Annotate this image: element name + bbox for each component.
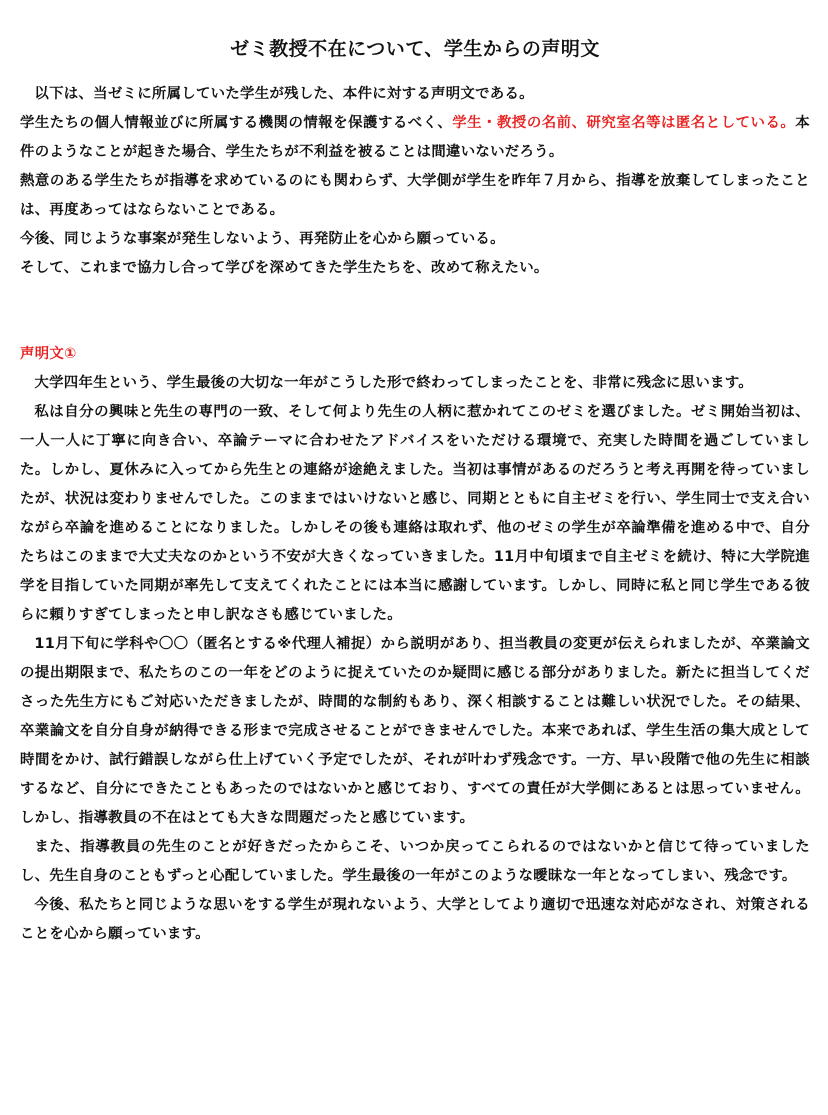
- statement-paragraph-4: また、指導教員の先生のことが好きだったからこそ、いつか戻ってこられるのではないかと信じて待っていましたし、先生自身のこともずっと心配していました。学生最後の一年がこのような曖昧な一年となってしまい、残念です。: [20, 839, 810, 884]
- page-title: ゼミ教授不在について、学生からの声明文: [230, 38, 600, 60]
- intro-line-5: そして、これまで協力し合って学びを深めてきた学生たちを、改めて称えたい。: [20, 260, 549, 276]
- intro-line-3: 熱意のある学生たちが指導を求めているのにも関わらず、大学側が学生を昨年７月から、指導を放棄してしまったことは、再度あってはならないことである。: [20, 173, 810, 218]
- anonymization-notice: 学生・教授の名前、研究室名等は匿名としている。: [452, 115, 796, 131]
- statement-paragraph-1: 大学四年生という、学生最後の大切な一年がこうした形で終わってしまったことを、非常に残念に思います。: [34, 375, 753, 391]
- intro-line-4: 今後、同じような事案が発生しないよう、再発防止を心から願っている。: [20, 231, 505, 247]
- statement-paragraph-2: 私は自分の興味と先生の専門の一致、そして何より先生の人柄に惹かれてこのゼミを選びました。ゼミ開始当初は、一人一人に丁寧に向き合い、卒論テーマに合わせたアドバイスをいただける環境で、充実した時間を過ごしていました。しかし、夏休みに入ってから先生との連絡が途絶えました。当初は事情があるのだろうと考え再開を待っていましたが、状況は変わりませんでした。このままではいけないと感じ、同期とともに自主ゼミを行い、学生同士で支え合いながら卒論を進めることになりました。しかしその後も連絡は取れず、他のゼミの学生が卒論準備を進める中で、自分たちはこのままで大丈夫なのかという不安が大きくなっていきました。11月中旬頃まで自主ゼミを続け、特に大学院進学を目指していた同期が率先して支えてくれたことには本当に感謝しています。しかし、同時に私と同じ学生である彼らに頼りすぎてしまったと申し訳なさも感じていました。: [20, 404, 810, 623]
- statement-paragraph-3: 11月下旬に学科や〇〇（匿名とする※代理人補捉）から説明があり、担当教員の変更が伝えられましたが、卒業論文の提出期限まで、私たちのこの一年をどのように捉えていたのか疑問に感じる部分がありました。新たに担当してくださった先生方にもご対応いただきましたが、時間的な制約もあり、深く相談することは難しい状況でした。その結果、卒業論文を自分自身が納得できる形まで完成させることができませんでした。本来であれば、学生生活の集大成として時間をかけ、試行錯誤しながら仕上げていく予定でしたが、それが叶わず残念です。一方、早い段階で他の先生に相談するなど、自分にできたこともあったのではないかと感じており、すべての責任が大学側にあるとは思っていません。しかし、指導教員の不在はとても大きな問題だったと感じています。: [20, 636, 810, 826]
- intro-line-2: [20, 109, 810, 167]
- document-page: [20, 0, 810, 1115]
- intro-line-1: 以下は、当ゼミに所属していた学生が残した、本件に対する声明文である。: [34, 86, 534, 102]
- statement-section: [20, 340, 810, 949]
- intro-section: [20, 80, 810, 283]
- statement-paragraph-5: 今後、私たちと同じような思いをする学生が現れないよう、大学としてより適切で迅速な対応がなされ、対策されることを心から願っています。: [20, 897, 810, 942]
- statement-heading: 声明文①: [20, 346, 77, 362]
- intro-line-2-post: 本件のようなことが起きた場合、学生たちが不利益を被ることは間違いないだろう。: [20, 115, 810, 160]
- intro-line-2-pre: 学生たちの個人情報並びに所属する機関の情報を保護するべく、: [20, 115, 453, 131]
